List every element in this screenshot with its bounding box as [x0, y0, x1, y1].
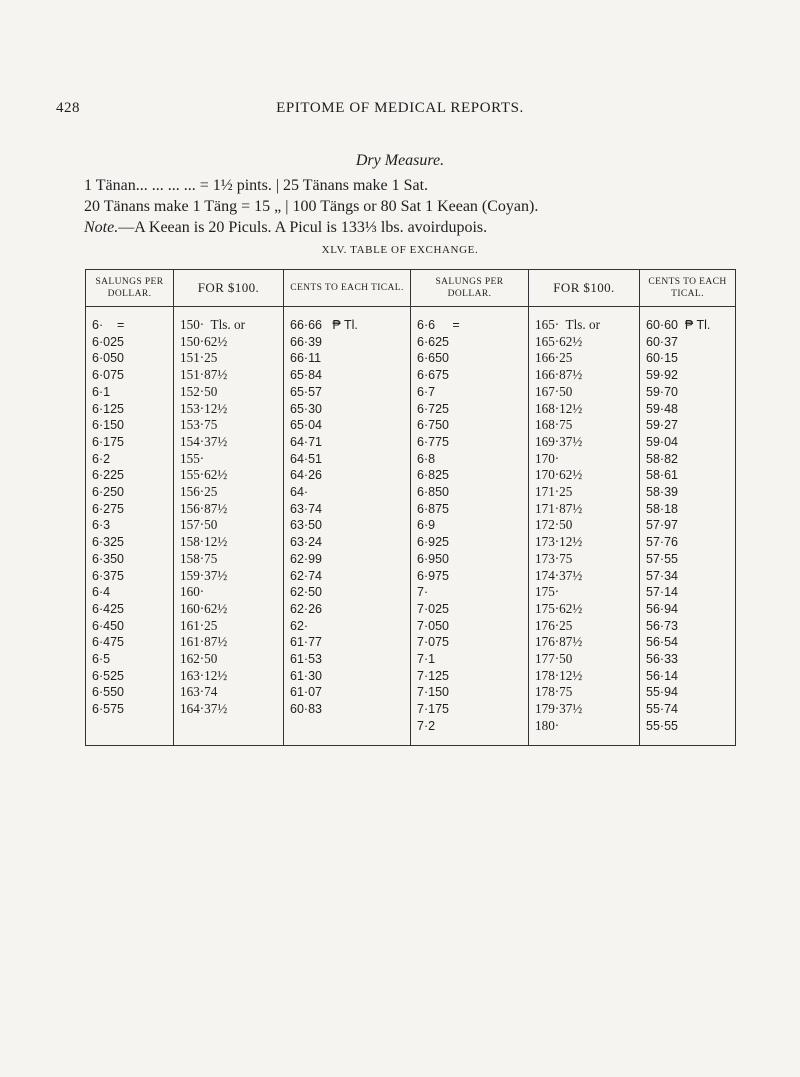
- dry-measure-line-2: 20 Tänans make 1 Täng = 15 „ | 100 Tängs or 80 Sat 1 Keean (Coyan).: [84, 198, 539, 215]
- table-header-row: [86, 270, 736, 307]
- header-cents-2: CENTS TO EACH TICAL.: [640, 270, 736, 307]
- header-for-100-2: FOR $100.: [529, 270, 640, 307]
- column-for-100-1: 150· Tls. or 150·62½ 151·25 151·87½ 152·50 153·12½ 153·75 154·37½ 155· 155·62½ 156·25 156·87½ 157·50 158·12½ 158·75 159·37½ 160· 160·62½ 161·25 161·87½ 162·50 163·12½ 163·74 164·37½: [174, 307, 284, 746]
- page-number: 428: [56, 100, 80, 116]
- header-cents-1: CENTS TO EACH TICAL.: [284, 270, 411, 307]
- table-title: XLV. TABLE OF EXCHANGE.: [321, 244, 479, 256]
- dry-measure-title: Dry Measure.: [355, 152, 445, 169]
- column-cents-2: 60·60 ₱ Tl. 60·37 60·15 59·92 59·70 59·48 59·27 59·04 58·82 58·61 58·39 58·18 57·97 57·76 57·55 57·34 57·14 56·94 56·73 56·54 56·33 56·14 55·94 55·74 55·55: [640, 307, 736, 746]
- dry-measure-line-1: 1 Tänan... ... ... ... = 1½ pints. | 25 Tänans make 1 Sat.: [84, 177, 429, 194]
- running-title: EPITOME OF MEDICAL REPORTS.: [276, 100, 524, 116]
- column-for-100-2: 165· Tls. or 165·62½ 166·25 166·87½ 167·50 168·12½ 168·75 169·37½ 170· 170·62½ 171·25 171·87½ 172·50 173·12½ 173·75 174·37½ 175· 175·62½ 176·25 176·87½ 177·50 178·12½ 178·75 179·37½ 180·: [529, 307, 640, 746]
- note-text: —A Keean is 20 Piculs. A Picul is 133⅓ lbs. avoirdupois.: [118, 219, 488, 236]
- column-salungs-1: 6· = 6·025 6·050 6·075 6·1 6·125 6·150 6·175 6·2 6·225 6·250 6·275 6·3 6·325 6·350 6·375 6·4 6·425 6·450 6·475 6·5 6·525 6·550 6·575: [86, 307, 174, 746]
- column-cents-1: 66·66 ₱ Tl. 66·39 66·11 65·84 65·57 65·30 65·04 64·71 64·51 64·26 64· 63·74 63·50 63·24 62·99 62·74 62·50 62·26 62· 61·77 61·53 61·30 61·07 60·83: [284, 307, 411, 746]
- dry-measure-note: [84, 219, 487, 237]
- header-for-100-1: FOR $100.: [174, 270, 284, 307]
- table-body-row: [86, 307, 736, 746]
- column-salungs-2: 6·6 = 6·625 6·650 6·675 6·7 6·725 6·750 6·775 6·8 6·825 6·850 6·875 6·9 6·925 6·950 6·975 7· 7·025 7·050 7·075 7·1 7·125 7·150 7·175 7·2: [411, 307, 529, 746]
- page-header: [0, 100, 800, 122]
- header-salungs-2: SALUNGS PER DOLLAR.: [411, 270, 529, 307]
- exchange-table: [85, 269, 736, 746]
- header-salungs-1: SALUNGS PER DOLLAR.: [86, 270, 174, 307]
- note-lead: Note.: [84, 219, 119, 236]
